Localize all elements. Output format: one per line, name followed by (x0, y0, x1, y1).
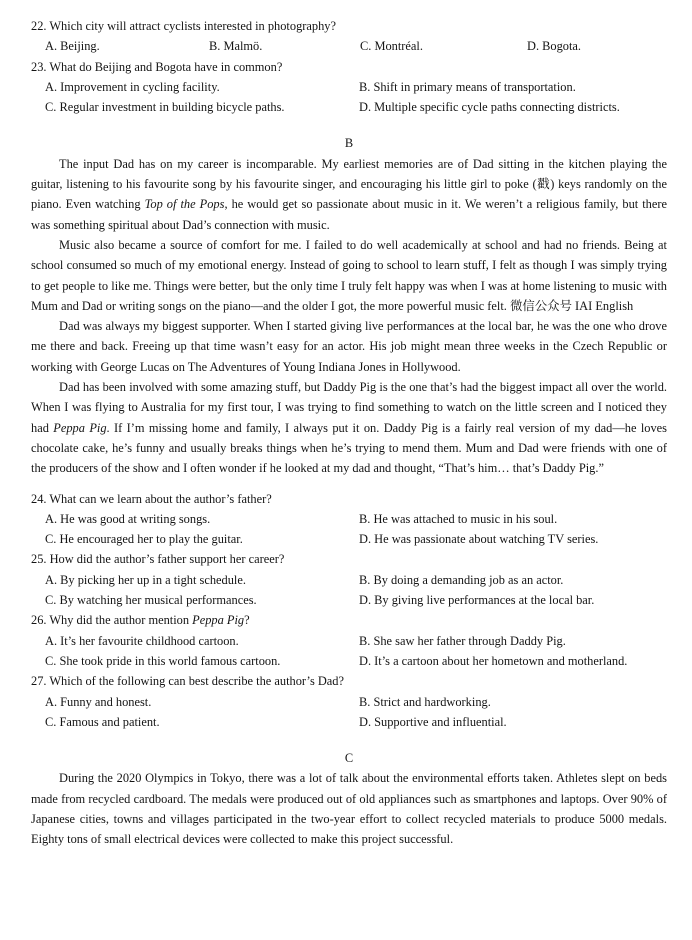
question-25-options (31, 570, 667, 611)
question-23-stem: 23. What do Beijing and Bogota have in common? (31, 59, 283, 74)
show-title: Top of the Pops (144, 197, 225, 212)
option-24-a: A. He was good at writing songs. (45, 511, 211, 526)
option-24-c: C. He encouraged her to play the guitar. (45, 532, 243, 547)
option-25-a: A. By picking her up in a tight schedule. (45, 572, 246, 587)
section-b-paragraph-4: Dad has been involved with some amazing stuff, but Daddy Pig is the one that’s had the biggest impact all over the world. When I was flying to Australia for my first tour, I was trying to find something to watch on the little screen and I noticed they had Peppa Pig. If I’m missing home and family, I always put it on. Daddy Pig is a fairly real version of my dad—he loves chocolate cake, he’s funny and usually breaks things when he’s trying to mend them. Mum and Dad were friends with one of the producers of the show and I often wonder if he looked at my dad and thought, “That’s him… that’s Daddy Pig.” (31, 380, 667, 476)
section-b-paragraph-1: The input Dad has on my career is incomparable. My earliest memories are of Dad sitting in the kitchen playing the guitar, listening to his favourite song by his favourite singer, and encouraging his little girl to poke (戳) keys randomly on the piano. Even watching Top of the Pops, he would get so passionate about music in it. We weren’t a religious family, but there was something spiritual about Dad’s connection with music. (31, 156, 668, 232)
question-24-stem: 24. What can we learn about the author’s father? (31, 491, 272, 506)
option-23-c: C. Regular investment in building bicycle paths. (45, 100, 285, 115)
option-26-b: B. She saw her father through Daddy Pig. (359, 633, 566, 648)
section-c-paragraph-1: During the 2020 Olympics in Tokyo, there was a lot of talk about the environmental efforts taken. Athletes slept on beds made from recycled cardboard. The medals were produced out of old appliances such as smartphones and laptops. Over 90% of Japanese cities, towns and villages participated in the two-year effort to collect recycled materials to produce 5000 medals. Eighty tons of small electrical devices were collected to make this project successful. (31, 771, 667, 847)
option-24-b: B. He was attached to music in his soul. (359, 511, 558, 526)
option-25-d: D. By giving live performances at the local bar. (359, 593, 595, 608)
question-24-options (31, 509, 667, 550)
section-b-paragraph-3: Dad was always my biggest supporter. When I started giving live performances at the local bar, he was the one who drove me there and back. Freeing up that time wasn’t easy for an actor. His job might mean three weeks in the Czech Republic or working with George Lucas on The Adventures of Young Indiana Jones in Hollywood. (31, 319, 667, 374)
option-25-b: B. By doing a demanding job as an actor. (359, 572, 564, 587)
option-24-d: D. He was passionate about watching TV series. (359, 532, 599, 547)
option-26-c: C. She took pride in this world famous cartoon. (45, 653, 281, 668)
option-26-a: A. It’s her favourite childhood cartoon. (45, 633, 239, 648)
question-22-options (31, 36, 667, 56)
question-23-options (31, 77, 667, 118)
option-26-d: D. It’s a cartoon about her hometown and motherland. (359, 653, 628, 668)
question-27-stem: 27. Which of the following can best describe the author’s Dad? (31, 674, 345, 689)
option-23-b: B. Shift in primary means of transportation. (359, 79, 576, 94)
exam-page (31, 16, 667, 850)
option-22-a: A. Beijing. (45, 39, 100, 54)
option-25-c: C. By watching her musical performances. (45, 593, 257, 608)
option-22-c: C. Montréal. (360, 39, 423, 54)
option-23-d: D. Multiple specific cycle paths connecting districts. (359, 100, 620, 115)
section-c-heading: C (344, 751, 354, 766)
option-27-c: C. Famous and patient. (45, 714, 160, 729)
section-b-paragraph-2: Music also became a source of comfort for me. I failed to do well academically at school and had no friends. Being at school consumed so much of my emotional energy. Instead of going to school to learn stuff, I felt as though I was simply trying to get people to like me. Things were better, but the only time I truly felt happy was when I was at home listening to music with Mum and Dad or writing songs on the piano—and the older I got, the more powerful music felt. 微信公众号 IAI English (31, 237, 667, 313)
option-27-b: B. Strict and hardworking. (359, 694, 491, 709)
option-27-a: A. Funny and honest. (45, 694, 152, 709)
question-26-options (31, 631, 667, 672)
option-23-a: A. Improvement in cycling facility. (45, 79, 220, 94)
option-22-b: B. Malmö. (209, 39, 263, 54)
question-22-stem: 22. Which city will attract cyclists interested in photography? (31, 19, 336, 33)
question-27-options (31, 692, 667, 733)
question-25-stem: 25. How did the author’s father support her career? (31, 552, 285, 567)
cartoon-title: Peppa Pig (53, 420, 107, 435)
question-26-stem: 26. Why did the author mention Peppa Pig? (31, 613, 250, 628)
option-22-d: D. Bogota. (527, 39, 582, 54)
option-27-d: D. Supportive and influential. (359, 714, 507, 729)
section-b-heading: B (344, 136, 354, 151)
